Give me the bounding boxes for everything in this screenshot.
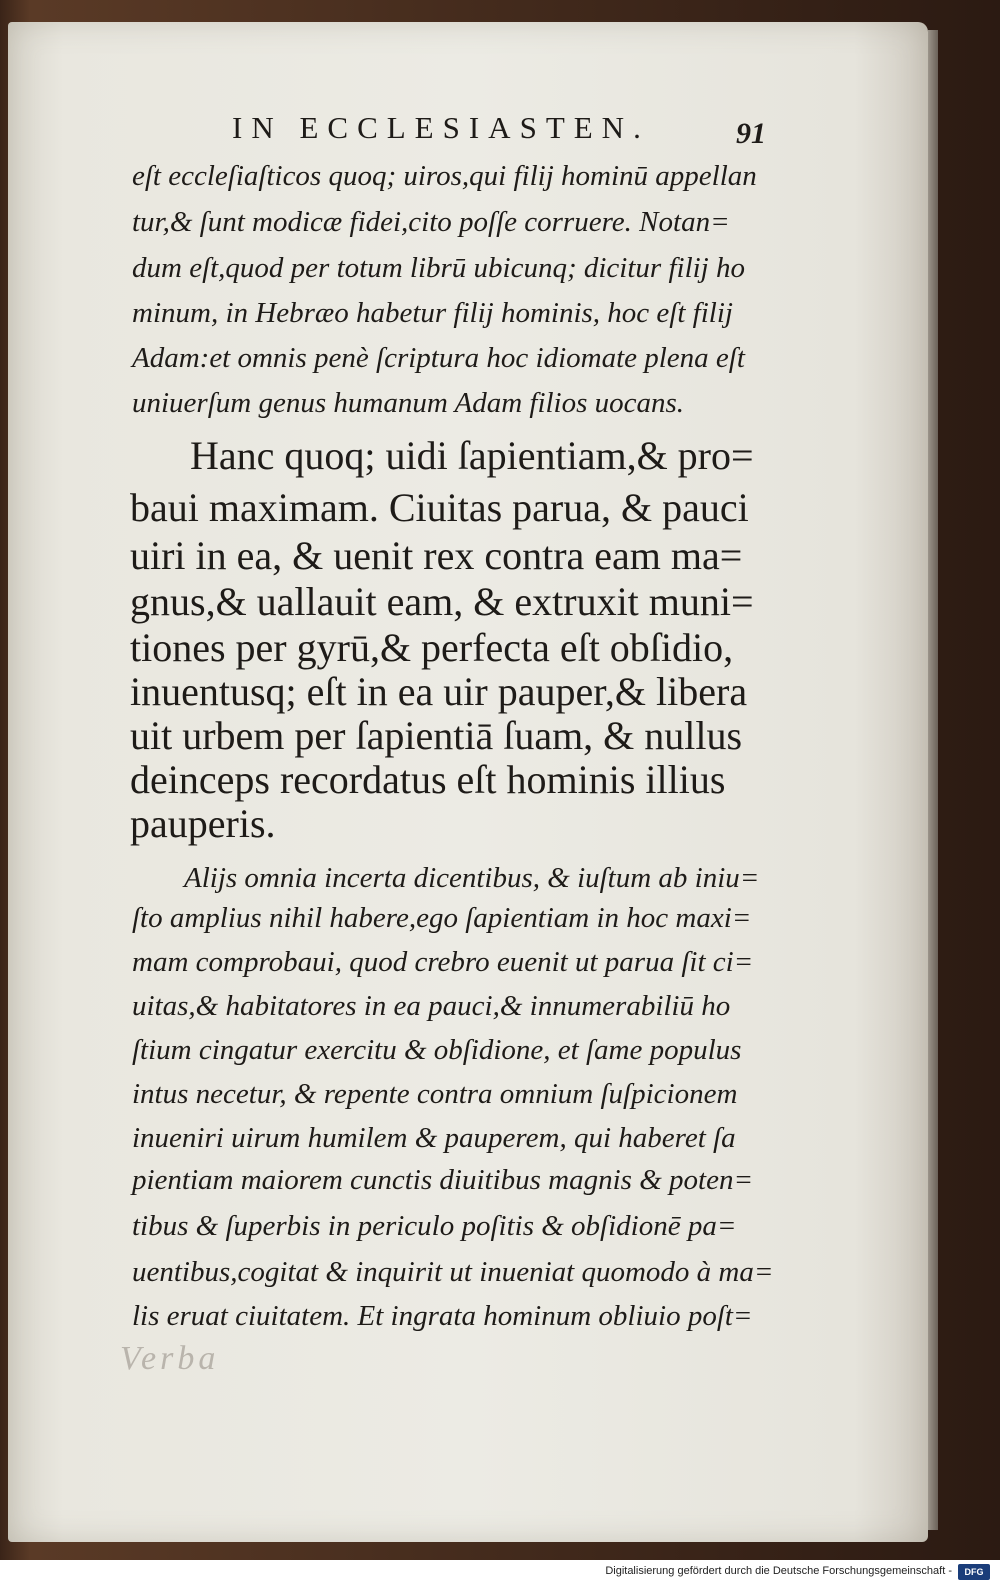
commentary-line: Adam:et omnis penè ſcriptura hoc idiomate plena eſt — [132, 342, 745, 374]
commentary-line: inueniri uirum humilem & pauperem, qui haberet ſa — [132, 1122, 736, 1154]
text-line: inuentusq; eſt in ea uir pauper,& libera — [130, 669, 748, 714]
text-line: baui maximam. Ciuitas parua, & pauci — [130, 485, 749, 530]
text-line: uiri in ea, & uenit rex contra eam ma= — [130, 533, 743, 578]
commentary-line: tur,& ſunt modicæ fidei,cito poſſe corruere. Notan= — [132, 206, 730, 238]
text-line: gnus,& uallauit eam, & extruxit muni= — [130, 579, 754, 624]
commentary-line: dum eſt,quod per totum librū ubicunq; dicitur filij ho — [132, 252, 745, 284]
commentary-line: uitas,& habitatores in ea pauci,& innumerabiliū ho — [132, 990, 731, 1022]
commentary-line: ſto amplius nihil habere,ego ſapientiam in hoc maxi= — [132, 902, 752, 934]
page-edge — [928, 30, 938, 1530]
commentary-line: tibus & ſuperbis in periculo poſitis & obſidionē pa= — [132, 1210, 737, 1242]
commentary-line: ſtium cingatur exercitu & obſidione, et ſame populus — [132, 1034, 742, 1066]
commentary-line: uentibus,cogitat & inquirit ut inueniat quomodo à ma= — [132, 1256, 774, 1288]
footer-credit: Digitalisierung gefördert durch die Deutsche Forschungsgemeinschaft - — [605, 1565, 952, 1577]
commentary-line: minum, in Hebræo habetur filij hominis, hoc eſt filij — [132, 297, 733, 329]
text-line: tiones per gyrū,& perfecta eſt obſidio, — [130, 625, 734, 670]
running-head: IN ECCLESIASTEN. — [232, 110, 650, 145]
text-line: deinceps recordatus eſt hominis illius — [130, 757, 726, 802]
page-number: 91 — [736, 117, 766, 150]
commentary-line: eſt eccleſiaſticos quoq; uiros,qui filij hominū appellan — [132, 160, 757, 192]
commentary-line: lis eruat ciuitatem. Et ingrata hominum obliuio poſt= — [132, 1300, 753, 1332]
catchword: Verba — [120, 1340, 220, 1377]
text-line: Hanc quoq; uidi ſapientiam,& pro= — [190, 433, 754, 478]
commentary-line: pientiam maiorem cunctis diuitibus magnis & poten= — [132, 1164, 754, 1196]
commentary-line: mam comprobaui, quod crebro euenit ut parua ſit ci= — [132, 946, 754, 978]
text-line: pauperis. — [130, 801, 276, 846]
text-line: uit urbem per ſapientiā ſuam, & nullus — [130, 713, 743, 758]
commentary-line: Alijs omnia incerta dicentibus, & iuſtum ab iniu= — [184, 862, 760, 894]
commentary-line: intus necetur, & repente contra omnium ſuſpicionem — [132, 1078, 738, 1110]
dfg-logo[interactable]: DFG — [958, 1564, 990, 1580]
commentary-line: uniuerſum genus humanum Adam filios uocans. — [132, 387, 685, 419]
